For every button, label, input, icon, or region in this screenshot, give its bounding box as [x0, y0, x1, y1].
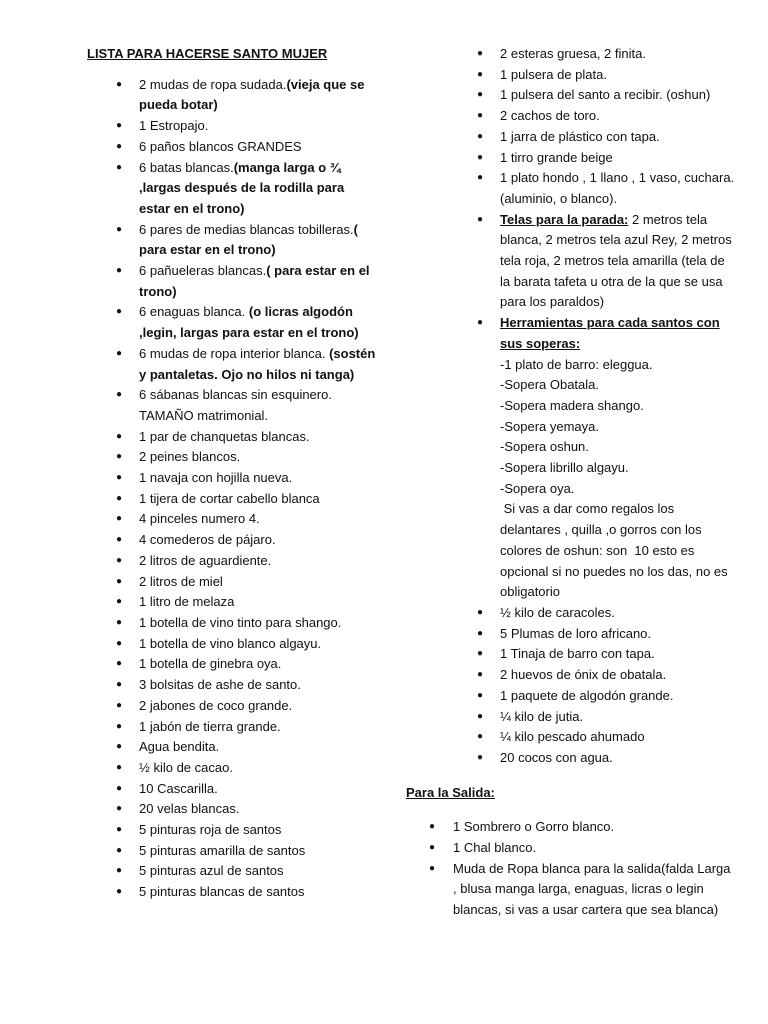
left-column: [87, 44, 377, 903]
herramientas-note: Si vas a dar como regalos los delantares , quilla ,o gorros con los colores de oshun: son 10 esto es opcional si no puedes no los das, no es obligatorio: [500, 501, 732, 600]
herramienta-line: -Sopera librillo algayu.: [500, 460, 629, 476]
item-text: 1 botella de vino blanco algayu.: [139, 635, 322, 651]
item-text: 6 batas blancas.: [139, 159, 234, 175]
item-text: Agua bendita.: [139, 739, 220, 755]
item-text: 6 mudas de ropa interior blanca.: [139, 345, 330, 361]
herramienta-line: -Sopera yemaya.: [500, 418, 599, 434]
list-item: ● 1 Chal blanco.: [406, 838, 736, 859]
herramientas-label: ● Herramientas para cada santos con sus soperas:: [500, 315, 720, 351]
list-item: [87, 509, 377, 530]
herramienta-line: -Sopera madera shango.: [500, 397, 644, 413]
item-text: 4 comederos de pájaro.: [139, 532, 276, 548]
herramienta-line: -Sopera oya.: [500, 480, 575, 496]
list-item: [87, 344, 377, 385]
list-item: [87, 116, 377, 137]
item-text: 10 Cascarilla.: [139, 780, 218, 796]
list-item: ● 2 esteras gruesa, 2 finita.: [406, 44, 736, 65]
telas-item: [406, 210, 736, 314]
item-text: 4 pinceles numero 4.: [139, 511, 260, 527]
item-text: 2 litros de miel: [139, 573, 223, 589]
list-item: [87, 220, 377, 261]
herramienta-line: -1 plato de barro: eleggua.: [500, 356, 653, 372]
list-item: [87, 592, 377, 613]
list-item: [87, 572, 377, 593]
list-item: [87, 158, 377, 220]
list-item: [87, 779, 377, 800]
item-text: 1 Estropajo.: [139, 118, 209, 134]
list-item: [87, 737, 377, 758]
right-column: [406, 44, 736, 921]
item-text: 1 litro de melaza: [139, 594, 235, 610]
item-text: 1 botella de vino tinto para shango.: [139, 614, 342, 630]
list-item: ● 1 pulsera del santo a recibir. (oshun): [406, 85, 736, 106]
list-item: [87, 551, 377, 572]
salida-heading: Para la Salida:: [406, 784, 495, 800]
item-note: (manga larga o ¾ ,largas después de la rodilla para estar en el trono): [139, 159, 345, 216]
list-item: ● 1 tirro grande beige: [406, 148, 736, 169]
list-item: ● 2 cachos de toro.: [406, 106, 736, 127]
telas-text: 2 metros tela blanca, 2 metros tela azul Rey, 2 metros tela roja, 2 metros tela amarilla (tela de la barata tafeta u otra de la que se usa para los paraldos): [500, 211, 732, 310]
item-text: 5 pinturas roja de santos: [139, 822, 282, 838]
item-note: (o licras algodón ,legin, largas para estar en el trono): [139, 304, 359, 341]
item-text: 6 paños blancos GRANDES: [139, 138, 302, 154]
item-text: 5 pinturas blancas de santos: [139, 884, 305, 900]
list-item: [87, 489, 377, 510]
list-item: ● 2 huevos de ónix de obatala.: [406, 665, 736, 686]
list-item: [87, 717, 377, 738]
list-item: [87, 799, 377, 820]
list-item: [87, 654, 377, 675]
item-text: 6 enaguas blanca.: [139, 304, 249, 320]
list-item: [87, 820, 377, 841]
item-text: 2 peines blancos.: [139, 449, 241, 465]
list-item: ● 5 Plumas de loro africano.: [406, 624, 736, 645]
item-text: 5 pinturas amarilla de santos: [139, 842, 306, 858]
item-text: 6 pañueleras blancas.: [139, 263, 267, 279]
item-text: 2 mudas de ropa sudada.: [139, 76, 287, 92]
item-text: 3 bolsitas de ashe de santo.: [139, 677, 301, 693]
item-text: 6 pares de medias blancas tobilleras.: [139, 221, 354, 237]
left-item-list: [87, 75, 377, 903]
list-item: [87, 302, 377, 343]
item-note: (sostén y pantaletas. Ojo no hilos ni tanga): [139, 345, 376, 382]
list-item: [87, 137, 377, 158]
item-text: 2 jabones de coco grande.: [139, 697, 293, 713]
list-item: [87, 634, 377, 655]
item-note: ( para estar en el trono): [139, 263, 370, 299]
document-title: LISTA PARA HACERSE SANTO MUJER: [87, 46, 328, 61]
list-item: [87, 530, 377, 551]
list-item: ● 1 Tinaja de barro con tapa.: [406, 644, 736, 665]
herramienta-line: -Sopera oshun.: [500, 439, 589, 455]
list-item: ● 1 plato hondo , 1 llano , 1 vaso, cuchara.(aluminio, o blanco).: [406, 168, 736, 209]
list-item: [87, 675, 377, 696]
item-text: 1 par de chanquetas blancas.: [139, 428, 310, 444]
item-note: ( para estar en el trono): [139, 221, 358, 258]
item-text: ½ kilo de cacao.: [139, 759, 233, 775]
list-item: [87, 613, 377, 634]
item-note: (vieja que se pueda botar): [139, 76, 365, 113]
item-text: 20 velas blancas.: [139, 801, 240, 817]
item-text: 2 litros de aguardiente.: [139, 552, 272, 568]
item-text: 1 jabón de tierra grande.: [139, 718, 281, 734]
list-item: ● 1 Sombrero o Gorro blanco.: [406, 817, 736, 838]
list-item: [87, 758, 377, 779]
item-text: 6 sábanas blancas sin esquinero. TAMAÑO matrimonial.: [139, 387, 332, 423]
list-item: [87, 468, 377, 489]
list-item: [87, 447, 377, 468]
list-item: ● Muda de Ropa blanca para la salida(falda Larga , blusa manga larga, enaguas, licras o legin blancas, si vas a usar cartera que sea blanca): [406, 859, 736, 921]
list-item: ● 1 jarra de plástico con tapa.: [406, 127, 736, 148]
list-item: ● ¼ kilo de jutia.: [406, 707, 736, 728]
list-item: [87, 696, 377, 717]
item-text: 1 navaja con hojilla nueva.: [139, 470, 293, 486]
list-item: ● 20 cocos con agua.: [406, 748, 736, 769]
item-text: 1 botella de ginebra oya.: [139, 656, 282, 672]
herramienta-line: -Sopera Obatala.: [500, 377, 600, 393]
list-item: [87, 861, 377, 882]
right-item-list: [406, 44, 736, 769]
salida-item-list: [406, 817, 736, 921]
item-text: 1 tijera de cortar cabello blanca: [139, 490, 320, 506]
list-item: [87, 427, 377, 448]
list-item: ● 1 pulsera de plata.: [406, 65, 736, 86]
item-text: 5 pinturas azul de santos: [139, 863, 284, 879]
list-item: [87, 841, 377, 862]
list-item: ● ½ kilo de caracoles.: [406, 603, 736, 624]
list-item: [87, 261, 377, 302]
list-item: [87, 385, 377, 426]
list-item: ● 1 paquete de algodón grande.: [406, 686, 736, 707]
list-item: [87, 882, 377, 903]
list-item: ● ¼ kilo pescado ahumado: [406, 727, 736, 748]
list-item: [87, 75, 377, 116]
telas-label: Telas para la parada:: [500, 211, 629, 227]
herramientas-item: [406, 313, 736, 603]
